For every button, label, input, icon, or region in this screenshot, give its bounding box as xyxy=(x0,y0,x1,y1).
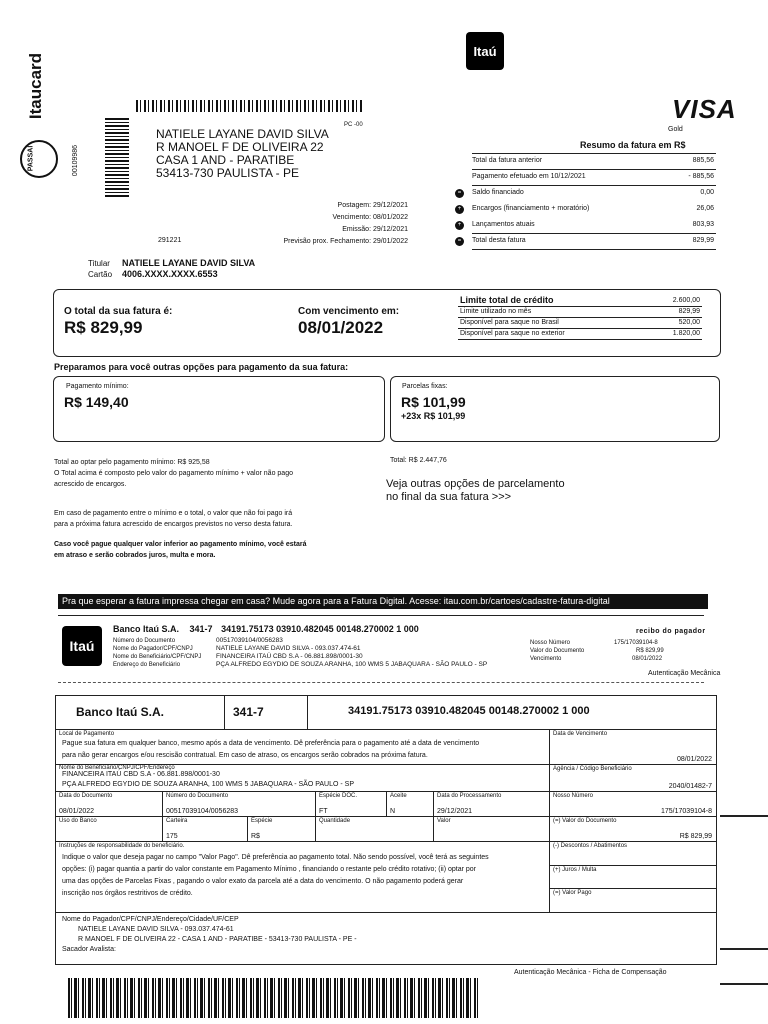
field-label: Data do Processamento xyxy=(437,793,502,799)
receipt-label: Nosso Número xyxy=(530,640,571,646)
instructions-cell xyxy=(56,842,550,913)
field-label: Data de Vencimento xyxy=(553,731,608,737)
summary-value: 885,56 xyxy=(692,157,714,164)
beneficiary-cell xyxy=(56,765,550,792)
field-value: 2040/01482-7 xyxy=(668,783,712,790)
summary-value: 26,06 xyxy=(696,205,714,212)
receipt-right-labels xyxy=(530,639,584,663)
limit-title: Limite total de crédito xyxy=(460,295,554,305)
receipt-value: FINANCEIRA ITAÚ CBD S.A - 06.881.898/0001-30 xyxy=(216,653,363,660)
receipt-code: 341-7 xyxy=(189,624,213,634)
field-label: (+) Juros / Multa xyxy=(553,867,597,873)
species-cell xyxy=(248,817,316,842)
min-payment-label: Pagamento mínimo: xyxy=(66,383,129,390)
mail-line: R MANOEL F DE OLIVEIRA 22 xyxy=(156,140,324,154)
instruction-line: opções: (i) pagar quantia a partir do valor constante em Pagamento Mínimo , financiando o restante pelo crédito rotativo; (ii) optar por xyxy=(62,866,477,873)
field-label: Espécie DOC. xyxy=(319,793,358,799)
previsao-date: Previsão prox. Fechamento: 29/01/2022 xyxy=(283,238,408,245)
accept-cell xyxy=(387,792,434,817)
field-label: (=) Valor do Documento xyxy=(553,818,617,824)
visa-gold-label: Gold xyxy=(668,126,683,133)
installments-value: R$ 101,99 xyxy=(401,394,466,410)
plus-icon: + xyxy=(455,205,464,214)
late-payment-warning xyxy=(54,539,306,561)
min-note: O Total acima é composto pelo valor do pagamento mínimo + valor não pago xyxy=(54,470,293,477)
field-label: Quantidade xyxy=(319,818,351,824)
recibo-label: recibo do pagador xyxy=(636,628,706,635)
field-label: Nome do Beneficiário/CNPJ/CPF/Endereço xyxy=(59,765,175,771)
limit-title-row xyxy=(458,294,702,307)
field-label: Carteira xyxy=(166,818,188,824)
field-value: R$ 829,99 xyxy=(679,833,712,840)
options-heading: Preparamos para você outras opções para pagamento da sua fatura: xyxy=(54,362,349,372)
warning-line: Em caso de pagamento entre o mínimo e o total, o valor que não foi pago irá xyxy=(54,510,293,517)
due-cell xyxy=(550,730,716,765)
slip-bank-cell xyxy=(56,696,225,730)
doc-value-cell xyxy=(550,817,716,842)
field-value: FINANCEIRA ITAÚ CBD S.A - 06.881.898/0001-30 xyxy=(62,771,220,778)
itau-logo: Itaú xyxy=(466,32,504,70)
holder-info xyxy=(88,258,255,280)
receipt-value: R$ 829,99 xyxy=(636,648,664,654)
digital-invoice-banner[interactable]: Pra que esperar a fatura impressa chegar em casa? Mude agora para a Fatura Digital. Acesse: itau.com.br/cartoes/cadastre-fatura-digital xyxy=(58,594,708,609)
titular-name: NATIELE LAYANE DAVID SILVA xyxy=(122,258,256,268)
compensation-label: Autenticação Mecânica - Ficha de Compensação xyxy=(514,969,667,976)
slip-line-cell xyxy=(308,696,716,730)
summary-row xyxy=(457,218,716,234)
mail-address xyxy=(156,128,329,180)
summary-value: 829,99 xyxy=(692,237,714,244)
receipt-value: 00517039104/0056283 xyxy=(216,637,283,644)
slip-digitable-line: 34191.75173 03910.482045 00148.270002 1 000 xyxy=(348,705,590,717)
slip-bank: Banco Itaú S.A. xyxy=(76,705,165,719)
itaucard-logo: Itaucard xyxy=(26,52,45,120)
field-label: Uso do Banco xyxy=(59,818,97,824)
sacador-label: Sacador Avalista: xyxy=(62,946,116,953)
receipt-label: Endereço do Beneficiário xyxy=(113,662,181,668)
value-cell xyxy=(434,817,550,842)
more-options-link[interactable] xyxy=(386,478,565,504)
receipt-value: 08/01/2022 xyxy=(632,656,663,662)
field-value: 08/01/2022 xyxy=(676,756,712,763)
field-value: PÇA ALFREDO EGYDIO DE SOUZA ARANHA, 100 WMS 5 JABAQUARA - SÃO PAULO - SP xyxy=(62,781,355,788)
our-number-cell xyxy=(550,792,716,817)
summary-row xyxy=(457,202,716,217)
field-label: Nome do Pagador/CPF/CNPJ/Endereço/Cidade/UF/CEP xyxy=(62,916,239,923)
card-number: 4006.XXXX.XXXX.6553 xyxy=(122,269,218,279)
total-value: R$ 829,99 xyxy=(64,318,143,337)
field-value: N xyxy=(390,808,396,815)
due-value: 08/01/2022 xyxy=(298,318,384,337)
field-label: Local de Pagamento xyxy=(59,731,115,737)
summary-row xyxy=(472,154,716,170)
instruction-line: Indique o valor que deseja pagar no campo "Valor Pago". Dê preferência ao pagamento total. Não sendo possível, você terá as seguintes xyxy=(62,854,489,861)
summary-row-total xyxy=(457,234,716,250)
interest-cell xyxy=(550,866,716,889)
receipt-divider xyxy=(58,615,704,616)
summary-value: 0,00 xyxy=(700,189,714,196)
summary-row xyxy=(457,186,716,201)
receipt-right-values xyxy=(614,639,664,663)
passai-logo: PASSAÍ xyxy=(20,140,58,178)
slip-code: 341-7 xyxy=(233,705,264,719)
limit-total: 2.600,00 xyxy=(672,297,700,304)
receipt-label: Número do Documento xyxy=(113,638,176,644)
payer-section xyxy=(62,915,357,955)
summary-title: Resumo da fatura em R$ xyxy=(580,140,686,150)
due-label: Com vencimento em: xyxy=(298,306,400,317)
vertical-barcode xyxy=(105,118,129,198)
installments-label: Parcelas fixas: xyxy=(402,383,448,390)
installments-detail: +23x R$ 101,99 xyxy=(401,411,466,421)
installments-total: Total: R$ 2.447,76 xyxy=(390,457,447,464)
dates-block xyxy=(240,200,408,248)
field-value: 175 xyxy=(166,833,178,840)
field-value: 08/01/2022 xyxy=(59,808,95,815)
total-label: O total da sua fatura é: xyxy=(64,306,173,317)
itau-logo: Itaú xyxy=(62,626,102,666)
field-label: Instruções de responsabilidade do beneficiário. xyxy=(59,843,185,849)
field-label: Nosso Número xyxy=(553,793,594,799)
warning-line: Caso você pague qualquer valor inferior ao pagamento mínimo, você estará xyxy=(54,541,307,548)
receipt-cut-line xyxy=(58,682,704,683)
bank-use-cell xyxy=(56,817,163,842)
field-label: Aceite xyxy=(390,793,407,799)
discounts-cell xyxy=(550,842,716,866)
instructions-text xyxy=(62,852,489,900)
warning-line: para a próxima fatura acrescido de encargos previstos no verso desta fatura. xyxy=(54,521,293,528)
payer-line: R MANOEL F DE OLIVEIRA 22 - CASA 1 AND - PARATIBE - 53413-730 PAULISTA - PE - xyxy=(78,936,357,943)
quantity-cell xyxy=(316,817,434,842)
postagem-date: Postagem: 29/12/2021 xyxy=(337,202,408,209)
cartao-label: Cartão xyxy=(88,270,113,279)
margin-mark xyxy=(720,948,768,950)
side-code: 00109986 xyxy=(72,144,80,177)
postal-barcode xyxy=(136,100,362,112)
ref-code: 291221 xyxy=(158,237,182,244)
margin-mark xyxy=(720,815,768,817)
field-label: Data do Documento xyxy=(59,793,113,799)
vencimento-date: Vencimento: 08/01/2022 xyxy=(332,214,408,221)
summary-label: Encargos (financiamento + moratório) xyxy=(472,205,590,212)
field-label: (-) Descontos / Abatimentos xyxy=(553,843,628,849)
min-note: acrescido de encargos. xyxy=(54,481,127,488)
summary-label: Lançamentos atuais xyxy=(472,221,535,228)
local-text: para não gerar encargos e/ou rescisão contratual. Em caso de atraso, os encargos serão cobrados na próxima fatura. xyxy=(62,752,428,759)
plus-icon: + xyxy=(455,221,464,230)
payment-barcode xyxy=(68,978,478,1018)
doc-number-cell xyxy=(163,792,316,817)
receipt-values xyxy=(216,637,487,669)
partial-payment-warning xyxy=(54,508,293,530)
portfolio-cell xyxy=(163,817,248,842)
min-payment-value: R$ 149,40 xyxy=(64,394,129,410)
limit-value: 520,00 xyxy=(678,319,700,326)
emissao-date: Emissão: 29/12/2021 xyxy=(342,226,408,233)
limit-label: Disponível para saque no Brasil xyxy=(460,319,559,326)
receipt-value: 175/17039104-8 xyxy=(614,640,658,646)
limit-row xyxy=(458,318,702,329)
receipt-line: 34191.75173 03910.482045 00148.270002 1 000 xyxy=(221,624,419,634)
field-value: FT xyxy=(319,808,328,815)
margin-mark xyxy=(720,983,768,985)
field-value: R$ xyxy=(251,833,260,840)
visa-logo: VISA xyxy=(672,94,737,124)
summary-value: - 885,56 xyxy=(688,173,714,180)
payer-line: NATIELE LAYANE DAVID SILVA - 093.037.474-61 xyxy=(78,926,234,933)
receipt-label: Valor do Documento xyxy=(530,648,585,654)
summary-label: Total da fatura anterior xyxy=(472,157,543,164)
instruction-line: uma das opções de Parcelas Fixas , pagando o valor exato da parcela até a data do vencimento. O não pagamento poderá gerar xyxy=(62,878,464,885)
summary-label: Saldo financiado xyxy=(472,189,524,196)
equals-icon: = xyxy=(455,237,464,246)
mail-line: CASA 1 AND - PARATIBE xyxy=(156,153,295,167)
limit-row xyxy=(458,307,702,318)
equals-icon: = xyxy=(455,189,464,198)
summary-row xyxy=(472,170,716,186)
receipt-label: Nome do Pagador/CPF/CNPJ xyxy=(113,646,193,652)
field-value: 175/17039104-8 xyxy=(661,808,712,815)
doc-species-cell xyxy=(316,792,387,817)
field-value: 29/12/2021 xyxy=(437,808,473,815)
limit-row xyxy=(458,329,702,340)
local-text: Pague sua fatura em qualquer banco, mesmo após a data de vencimento. Dê preferência para o pagamento até a data de vencimento xyxy=(62,740,480,747)
mail-line: 53413-730 PAULISTA - PE xyxy=(156,166,299,180)
receipt-value: NATIELE LAYANE DAVID SILVA - 093.037.474-61 xyxy=(216,645,361,652)
receipt-label: Nome do Beneficiário/CPF/CNPJ xyxy=(113,654,202,660)
more-options-text: Veja outras opções de parcelamento xyxy=(386,478,565,490)
summary-label: Total desta fatura xyxy=(472,237,526,244)
receipt-bank: Banco Itaú S.A. xyxy=(113,624,180,634)
receipt-autent: Autenticação Mecânica xyxy=(648,670,721,677)
receipt-value: PÇA ALFREDO EGYDIO DE SOUZA ARANHA, 100 WMS 5 JABAQUARA - SÃO PAULO - SP xyxy=(216,661,488,668)
local-cell xyxy=(56,730,550,765)
instruction-line: inscrição nos órgãos restritivos de crédito. xyxy=(62,890,193,897)
field-value: 00517039104/0056283 xyxy=(166,808,239,815)
limit-label: Limite utilizado no mês xyxy=(460,308,532,315)
field-label: Espécie xyxy=(251,818,273,824)
receipt-header xyxy=(113,624,419,634)
min-total: Total ao optar pelo pagamento mínimo: R$ 925,58 xyxy=(54,459,210,466)
receipt-label: Vencimento xyxy=(530,656,562,662)
paid-value-cell xyxy=(550,889,716,913)
agency-cell xyxy=(550,765,716,792)
limit-label: Disponível para saque no exterior xyxy=(460,330,565,337)
warning-line: em atraso e serão cobrados juros, multa e mora. xyxy=(54,552,216,559)
field-label: Valor xyxy=(437,818,451,824)
process-date-cell xyxy=(434,792,550,817)
field-label: Número do Documento xyxy=(166,793,229,799)
payment-slip xyxy=(55,695,717,965)
summary-label: Pagamento efetuado em 10/12/2021 xyxy=(472,173,586,180)
field-label: (=) Valor Pago xyxy=(553,890,592,896)
min-notes xyxy=(54,457,293,490)
summary-value: 803,93 xyxy=(692,221,714,228)
limit-value: 829,99 xyxy=(678,308,700,315)
doc-date-cell xyxy=(56,792,163,817)
more-options-text: no final da sua fatura >>> xyxy=(386,491,512,503)
field-label: Agência / Código Beneficiário xyxy=(553,766,632,772)
titular-label: Titular xyxy=(88,259,110,268)
limit-value: 1.820,00 xyxy=(672,330,700,337)
slip-code-cell xyxy=(225,696,308,730)
mail-line: NATIELE LAYANE DAVID SILVA xyxy=(156,127,329,141)
mail-code: PC -00 xyxy=(344,122,363,128)
receipt-labels xyxy=(113,637,201,669)
